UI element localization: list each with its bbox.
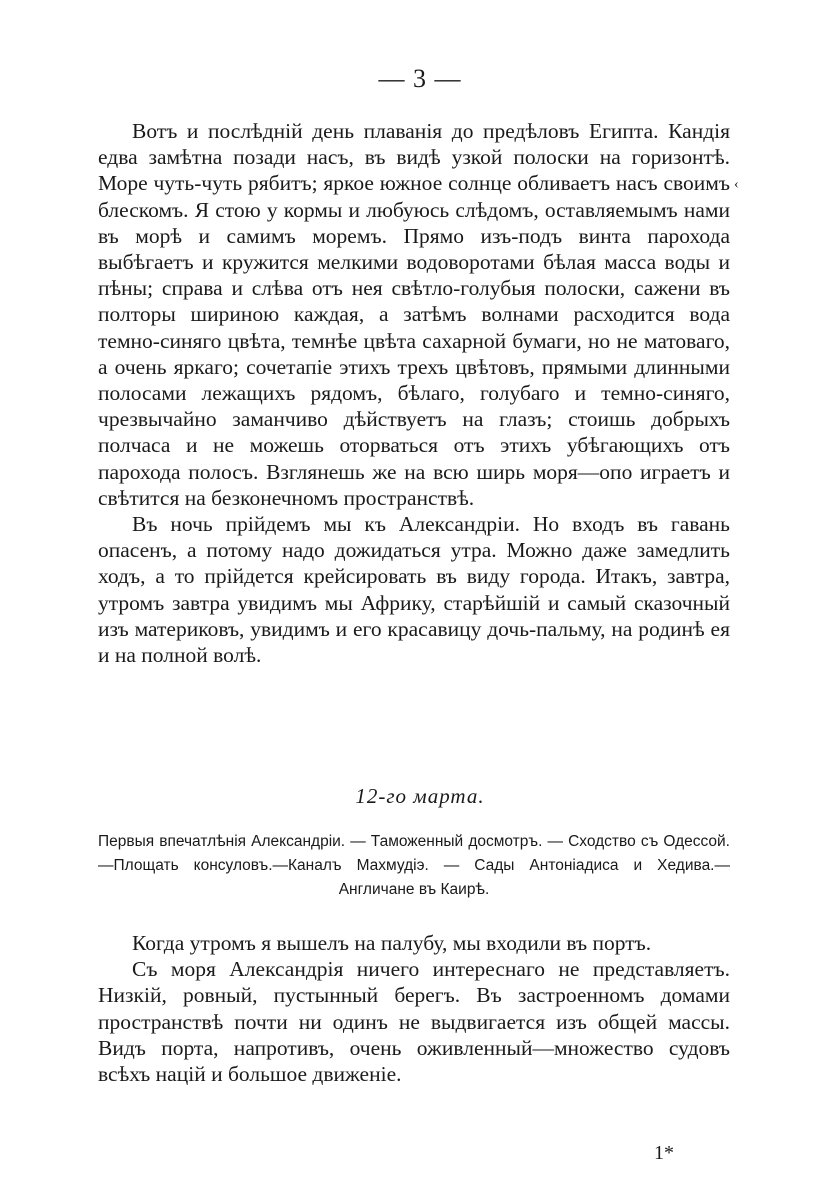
margin-mark: ‹ [734,177,739,192]
date-heading: 12-го марта. [355,784,485,808]
paragraph-alexandria-view: Съ моря Александрія ничего интереснаго не представляетъ. Низкій, ровный, пустынный берегъ. Въ застроенномъ домами пространствѣ почти ни одинъ не выдвигается изъ общей массы. Видъ порта, напротивъ, очень оживленный—множество судовъ всѣхъ націй и большое движеніе. [98,957,730,1087]
section-2-body [98,930,730,1087]
paragraph-night-arrival: Въ ночь прійдемъ мы къ Александріи. Но входъ въ гавань опасенъ, а потому надо дожидаться утра. Можно даже замедлить ходъ, а то прійдется крейсировать въ виду города. Итакъ, завтра, утромъ завтра увидимъ мы Африку, старѣйшій и самый сказочный изъ материковъ, увидимъ и его красавицу дочь-пальму, на родинѣ ея и на полной волѣ. [98,512,730,668]
printer-signature: 1* [654,1142,674,1164]
section-1-body [98,118,730,668]
page-number: — 3 — [378,64,462,93]
paragraph-voyage-last-day: Вотъ и послѣдній день плаванія до предѣловъ Египта. Кандія едва замѣтна позади насъ, въ видѣ узкой полоски на горизонтѣ. Море чуть-чуть рябитъ; яркое южное солнце обливаетъ насъ своимъ блескомъ. Я стою у кормы и любуюсь слѣдомъ, оставляемымъ нами въ морѣ и самимъ моремъ. Прямо изъ-подъ винта парохода выбѣгаетъ и кружится мелкими водоворотами бѣлая масса воды и пѣны; справа и слѣва отъ нея свѣтло-голубыя полоски, сажени въ полторы шириною каждая, а затѣмъ волнами расходится вода темно-синяго цвѣта, темнѣе цвѣта сахарной бумаги, но не матоваго, а очень яркаго; сочетапіе этихъ трехъ цвѣтовъ, прямыми длинными полосами лежащихъ рядомъ, бѣлаго, голубаго и темно-синяго, чрезвычайно заманчиво дѣйствуетъ на глазъ; стоишь добрыхъ полчаса и не можешь оторваться отъ этихъ убѣгающихъ отъ парохода полосъ. Взглянешь же на всю ширь моря—опо играетъ и свѣтится на безконечномъ пространствѣ. [98,119,730,510]
paragraph-entering-port: Когда утромъ я вышелъ на палубу, мы входили въ портъ. [132,931,652,955]
chapter-summary: Первыя впечатлѣнія Александріи. — Таможенный досмотръ. — Сходство съ Одессой.—Площать консуловъ.—Каналъ Махмудіэ. — Сады Антоніадиса и Хедива.—Англичане въ Каирѣ. [98,833,730,898]
